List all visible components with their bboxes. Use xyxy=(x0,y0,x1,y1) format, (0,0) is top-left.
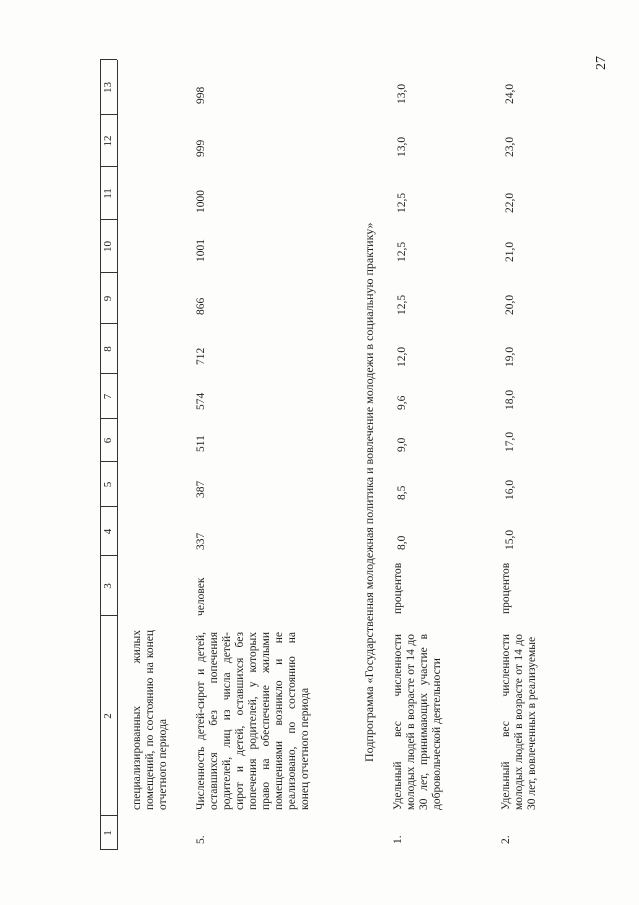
header-cell: 13 xyxy=(102,82,114,93)
col-divider xyxy=(100,59,117,60)
header-cell: 7 xyxy=(102,393,114,400)
subprogram-title: Подпрограмма «Государственная молодежная политика и вовлечение молодежи в социальную практику» xyxy=(362,222,376,762)
value-cell: 1000 xyxy=(195,190,207,213)
header-cell: 2 xyxy=(102,713,114,719)
value-cell: 12,5 xyxy=(396,192,408,213)
value-cell: 12,5 xyxy=(396,294,408,315)
value-cell: 712 xyxy=(195,347,207,365)
unit-label: человек xyxy=(195,577,207,616)
header-cell: 8 xyxy=(102,346,114,352)
rotated-table xyxy=(100,60,540,850)
value-cell: 16,0 xyxy=(504,479,516,500)
value-cell: 511 xyxy=(195,435,207,452)
value-cell: 12,5 xyxy=(396,241,408,262)
value-cell: 999 xyxy=(195,139,207,157)
value-cell: 1001 xyxy=(195,239,207,262)
value-cell: 337 xyxy=(195,532,207,550)
header-cell: 9 xyxy=(102,295,114,302)
header-cell: 1 xyxy=(102,830,114,836)
header-cell: 4 xyxy=(102,528,114,535)
value-cell: 8,5 xyxy=(396,485,408,500)
value-cell: 15,0 xyxy=(504,529,516,550)
row-number: 1. xyxy=(392,835,404,844)
value-cell: 12,0 xyxy=(396,346,408,367)
value-cell: 20,0 xyxy=(504,294,516,315)
value-cell: 23,0 xyxy=(504,136,516,157)
continuation-text: специализированных жилых помещений, по состоянию на конец отчетного периода xyxy=(131,630,169,810)
row-number: 5. xyxy=(195,835,207,844)
row-number: 2. xyxy=(500,835,512,844)
value-cell: 13,0 xyxy=(396,83,408,104)
value-cell: 574 xyxy=(195,392,207,410)
value-cell: 8,0 xyxy=(396,535,408,550)
indicator-text: Численность детей-сирот и детей, оставшихся без попечения родителей, лиц из числа детей-сирот и детей, оставшихся без попечения родителей, у которых право на обеспечение жилыми помещениями возникло и не реализовано, по состоянию на конец отчетного периода xyxy=(195,632,311,810)
value-cell: 24,0 xyxy=(504,83,516,104)
header-cell: 12 xyxy=(102,135,114,147)
value-cell: 13,0 xyxy=(396,136,408,157)
value-cell: 998 xyxy=(195,86,207,104)
value-cell: 9,0 xyxy=(396,437,408,452)
header-cell: 3 xyxy=(102,583,114,589)
unit-label: процентов xyxy=(392,562,404,614)
value-cell: 387 xyxy=(195,480,207,498)
header-cell: 10 xyxy=(102,241,114,252)
unit-label: процентов xyxy=(500,562,512,614)
header-cell: 6 xyxy=(102,437,114,444)
header-bottom-rule xyxy=(117,60,118,850)
page-number: 27 xyxy=(594,56,609,70)
value-cell: 866 xyxy=(195,297,207,315)
value-cell: 21,0 xyxy=(504,241,516,262)
value-cell: 17,0 xyxy=(504,431,516,452)
value-cell: 22,0 xyxy=(504,192,516,213)
value-cell: 19,0 xyxy=(504,346,516,367)
value-cell: 9,6 xyxy=(396,395,408,410)
value-cell: 18,0 xyxy=(504,389,516,410)
header-cell: 5 xyxy=(102,481,114,488)
indicator-text: Удельный вес численности молодых людей в возрасте от 14 до 30 лет, принимающих участие в добровольческой деятельности xyxy=(392,634,443,810)
header-cell: 11 xyxy=(102,188,114,199)
indicator-text: Удельный вес численности молодых людей в возрасте от 14 до 30 лет, вовлеченных в реализуемые xyxy=(500,634,538,810)
